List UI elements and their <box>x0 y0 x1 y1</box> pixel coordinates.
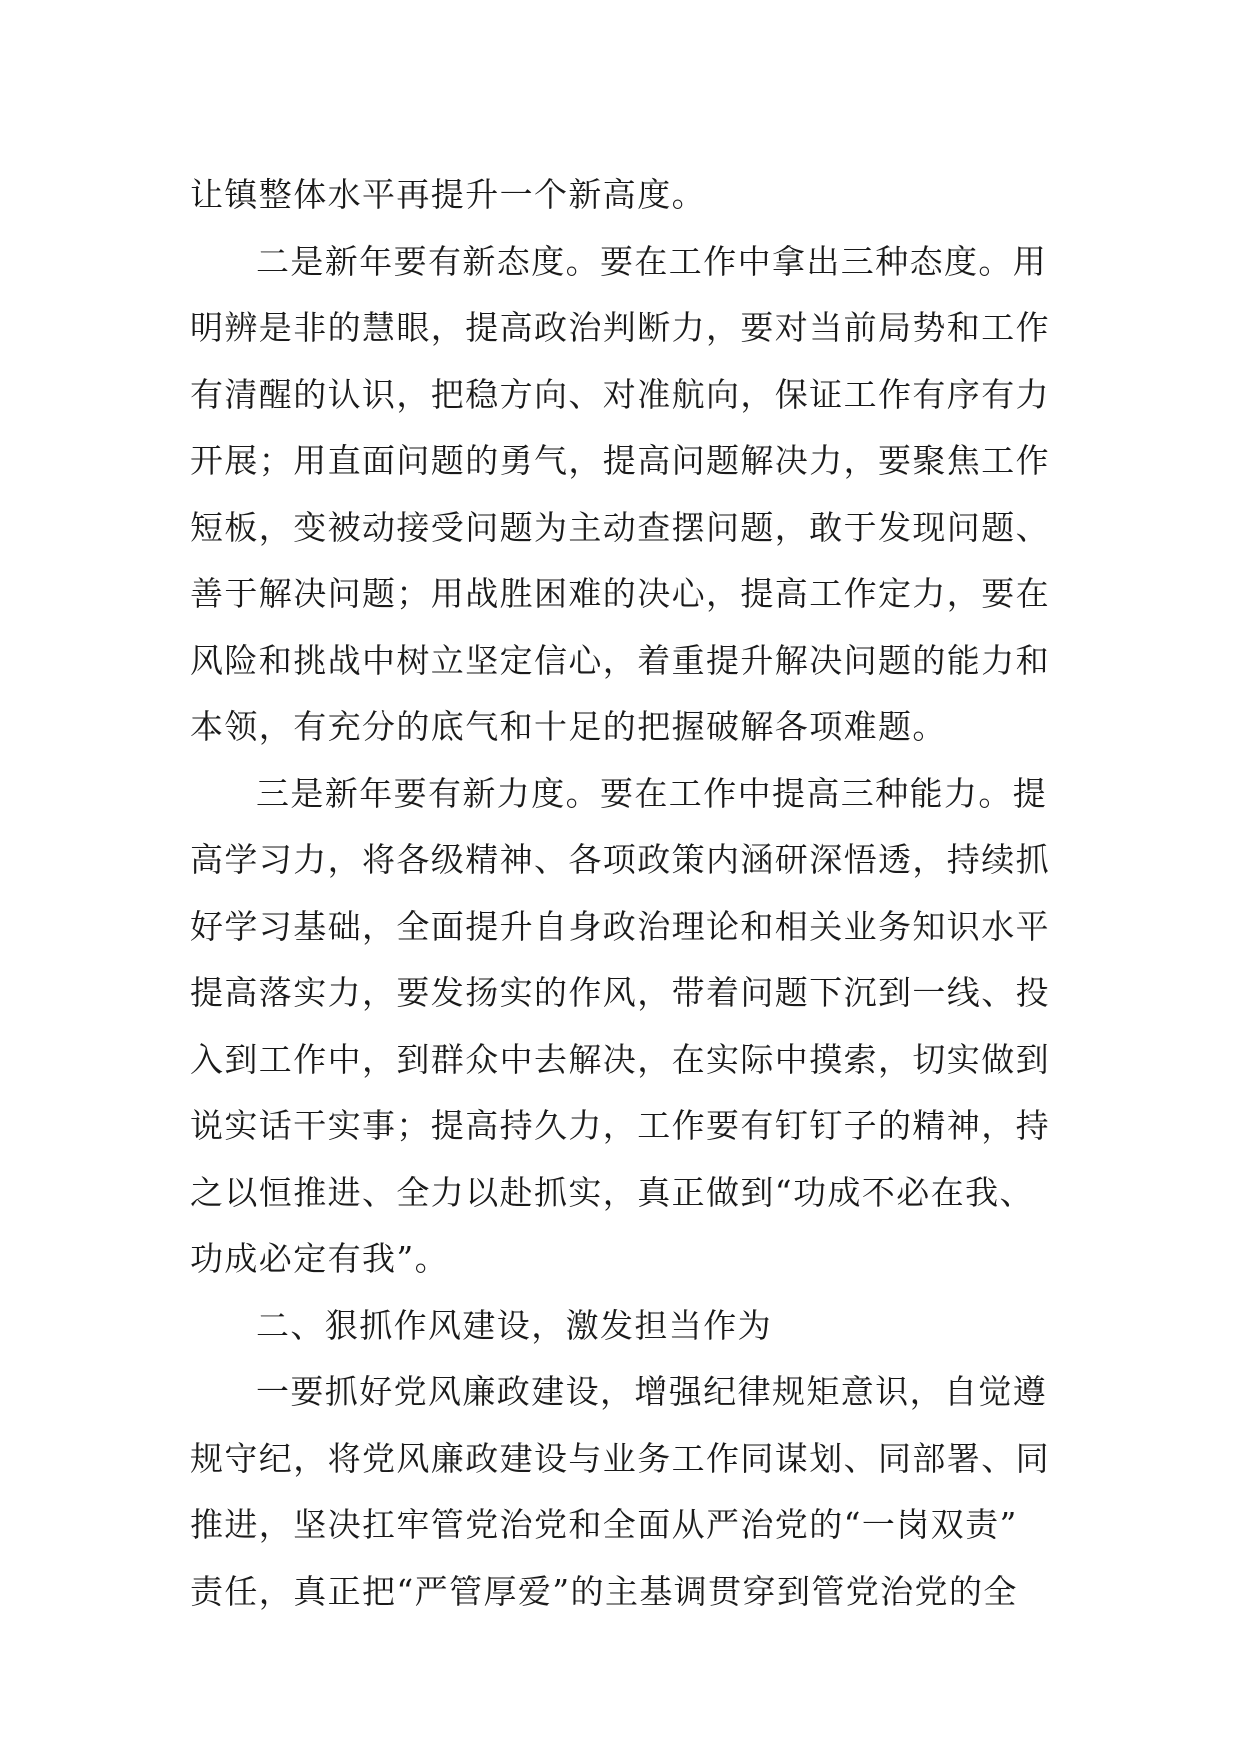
text-line: 善于解决问题；用战胜困难的决心，提高工作定力，要在 <box>190 574 1050 613</box>
paragraph-first-line: 二是新年要有新态度。要在工作中拿出三种态度。用 <box>256 241 1048 281</box>
text-line: 规守纪，将党风廉政建设与业务工作同谋划、同部署、同 <box>190 1438 1050 1478</box>
text-line: 好学习基础，全面提升自身政治理论和相关业务知识水平 <box>190 906 1050 946</box>
paragraph-first-line: 一要抓好党风廉政建设，增强纪律规矩意识，自觉遵 <box>256 1372 1048 1411</box>
text-line: 短板，变被动接受问题为主动查摆问题，敢于发现问题、 <box>190 507 1050 547</box>
text-line: 说实话干实事；提高持久力，工作要有钉钉子的精神，持 <box>190 1106 1050 1145</box>
text-line: 明辨是非的慧眼，提高政治判断力，要对当前局势和工作 <box>190 308 1050 347</box>
text-line: 风险和挑战中树立坚定信心，着重提升解决问题的能力和 <box>190 640 1050 680</box>
section-heading: 二、狠抓作风建设，激发担当作为 <box>256 1305 772 1345</box>
text-line: 本领，有充分的底气和十足的把握破解各项难题。 <box>190 707 947 746</box>
text-line: 推进，坚决扛牢管党治党和全面从严治党的“一岗双责” <box>190 1505 1018 1544</box>
paragraph-first-line: 三是新年要有新力度。要在工作中提高三种能力。提 <box>256 773 1048 813</box>
text-line: 责任，真正把“严管厚爱”的主基调贯穿到管党治党的全 <box>190 1571 1018 1611</box>
text-line: 功成必定有我”。 <box>190 1239 450 1278</box>
text-line: 之以恒推进、全力以赴抓实，真正做到“功成不必在我、 <box>190 1172 1034 1212</box>
text-line: 高学习力，将各级精神、各项政策内涵研深悟透，持续抓 <box>190 840 1050 879</box>
text-line: 有清醒的认识，把稳方向、对准航向，保证工作有序有力 <box>190 374 1050 414</box>
body-text <box>190 162 1060 1625</box>
text-line: 让镇整体水平再提升一个新高度。 <box>190 175 706 214</box>
text-line: 提高落实力，要发扬实的作风，带着问题下沉到一线、投 <box>190 973 1050 1012</box>
text-line: 入到工作中，到群众中去解决，在实际中摸索，切实做到 <box>190 1039 1050 1079</box>
text-line: 开展；用直面问题的勇气，提高问题解决力，要聚焦工作 <box>190 441 1050 480</box>
